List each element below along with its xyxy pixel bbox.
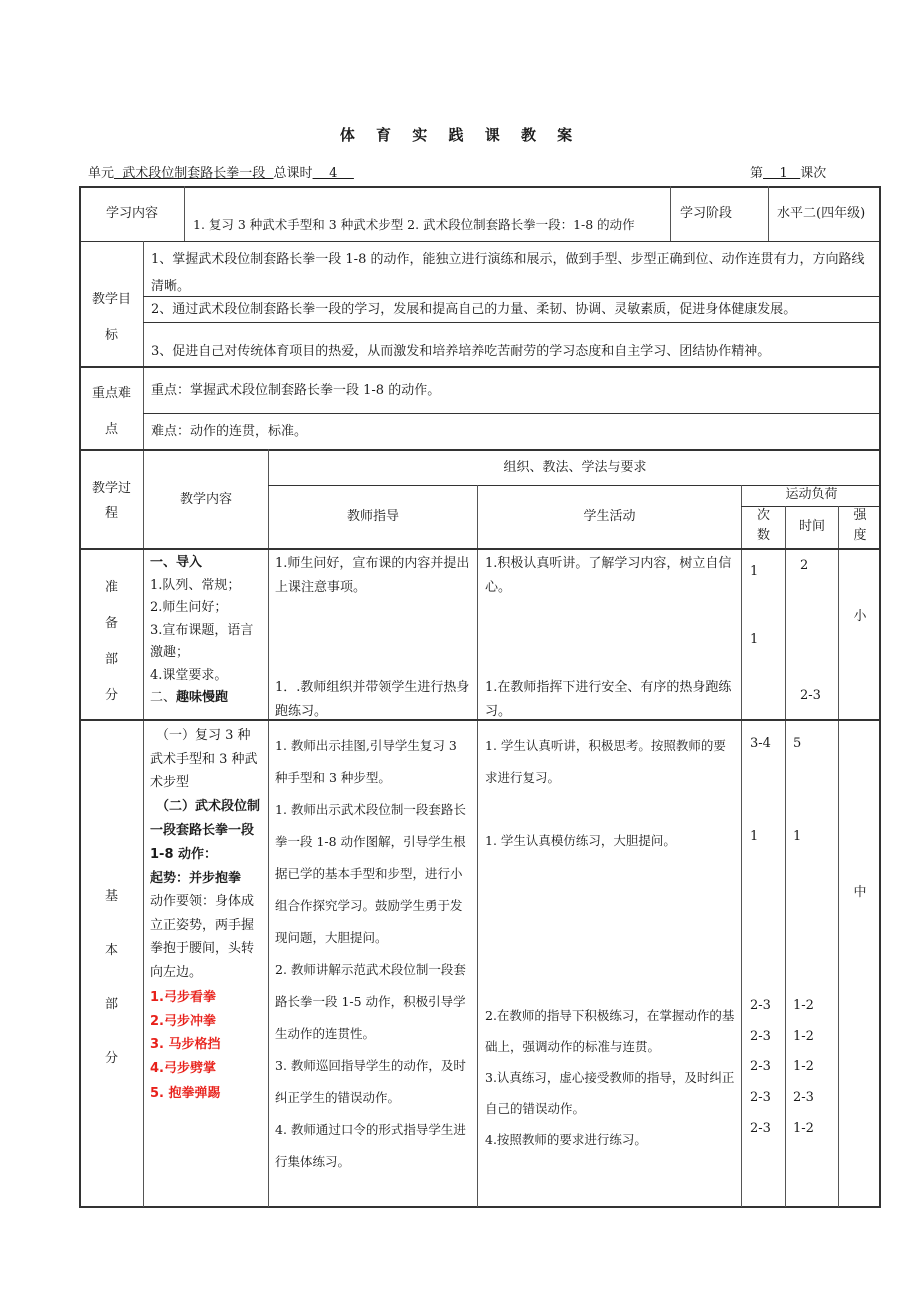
- lesson-number-line: [750, 162, 826, 181]
- prep-heading-jog-title: 趣味慢跑: [176, 690, 229, 705]
- move-item: 4.弓步劈掌: [150, 1060, 216, 1076]
- move-item: 5. 抱拳弹踢: [150, 1086, 221, 1101]
- divider: [477, 485, 478, 1207]
- basic-teacher-item-3: 2. 教师讲解示范武术段位制一段套路长拳一段 1-5 动作，积极引导学生动作的连贯性。: [275, 962, 466, 1041]
- basic-time: 1: [793, 829, 802, 844]
- basic-time: 2-3: [793, 1090, 814, 1105]
- table-border-right: [879, 186, 881, 1207]
- count-header-line1: 次: [756, 508, 770, 523]
- divider: [785, 506, 786, 1207]
- basic-label-char: 基: [104, 889, 118, 904]
- intensity-header-line2: 度: [853, 528, 867, 543]
- prep-label-char: 准: [104, 580, 118, 595]
- goals-label-line2: 标: [104, 328, 118, 343]
- basic-count: 2-3: [750, 1059, 771, 1074]
- goal-item-2: 2、通过武术段位制套路长拳一段的学习，发展和提高自己的力量、柔韧、协调、灵敏素质，促进身体健康发展。: [151, 302, 797, 317]
- process-label: [80, 476, 143, 526]
- divider: [768, 186, 769, 241]
- divider: [741, 485, 742, 1207]
- key-points-label-line1: 重点难: [91, 386, 131, 401]
- prep-label-char: 分: [104, 688, 118, 703]
- basic-count: 2-3: [750, 1029, 771, 1044]
- total-hours-label: 总课时: [273, 166, 313, 181]
- basic-label-char: 本: [104, 943, 118, 958]
- table-border-bottom: [79, 1206, 881, 1208]
- prep-teacher-item-1: 1.师生问好，宣布课的内容并提出上课注意事项。: [275, 556, 470, 595]
- basic-time: 5: [793, 736, 802, 751]
- prep-heading-jog: [150, 687, 265, 710]
- basic-teacher-guidance: [275, 730, 473, 1178]
- move-item: 2.弓步冲拳: [150, 1013, 216, 1029]
- basic-student-item-5: 4.按照教师的要求进行练习。: [485, 1132, 647, 1147]
- table-border-top: [79, 186, 881, 188]
- prep-heading-intro: 一、导入: [150, 555, 203, 570]
- basic-count: 2-3: [750, 1090, 771, 1105]
- basic-label-char: 部: [104, 997, 118, 1012]
- basic-time: 1-2: [793, 1121, 814, 1136]
- prep-line: 4.课堂要求。: [150, 667, 228, 683]
- divider: [184, 186, 185, 241]
- key-points-label-line2: 点: [104, 422, 118, 437]
- prep-line: 激趣；: [150, 645, 190, 660]
- lesson-number: 1: [763, 166, 801, 181]
- key-points-label: [80, 376, 143, 448]
- basic-count: 2-3: [750, 1121, 771, 1136]
- basic-label-char: 分: [104, 1051, 118, 1066]
- divider: [268, 449, 269, 1207]
- prep-line: 3.宣布课题，语言: [150, 622, 254, 638]
- study-stage-value: 水平二(四年级): [777, 206, 866, 221]
- unit-value: 武术段位制套路长拳一段: [114, 166, 274, 181]
- process-label-line1: 教学过: [91, 481, 131, 496]
- divider: [79, 366, 881, 368]
- basic-student-item-2: 1. 学生认真模仿练习，大胆提问。: [485, 833, 676, 848]
- organization-header: 组织、教法、学法与要求: [503, 460, 647, 475]
- divider: [79, 241, 881, 242]
- teacher-guidance-header: 教师指导: [346, 509, 399, 524]
- basic-teacher-item-1: 1. 教师出示挂图,引导学生复习 3 种手型和 3 种步型。: [275, 738, 457, 785]
- prep-count: 1: [750, 564, 759, 579]
- basic-teacher-item-5: 4. 教师通过口令的形式指导学生进行集体练习。: [275, 1122, 466, 1169]
- basic-start-heading: 起势：并步抱拳: [150, 870, 242, 886]
- goals-label: [80, 282, 143, 354]
- basic-start-description: 动作要领：身体成立正姿势，两手握拳抱于腰间，头转向左边。: [150, 894, 255, 980]
- basic-time: 1-2: [793, 1059, 814, 1074]
- teaching-content-header: 教学内容: [179, 492, 232, 507]
- process-label-line2: 程: [104, 506, 118, 521]
- basic-teacher-item-2: 1. 教师出示武术段位制一段套路长拳一段 1-8 动作图解，引导学生根据已学的基本手型和步型，进行小组合作探究学习。鼓励学生勇于发现问题，大胆提问。: [275, 802, 466, 945]
- divider: [143, 322, 881, 323]
- basic-count: 3-4: [750, 736, 771, 751]
- basic-count: 1: [750, 829, 759, 844]
- difficulty-point: 难点：动作的连贯，标准。: [151, 424, 308, 439]
- basic-student-item-1: 1. 学生认真听讲，积极思考。按照教师的要求进行复习。: [485, 738, 726, 785]
- basic-count: 2-3: [750, 998, 771, 1013]
- basic-student-item-4: 3.认真练习，虚心接受教师的指导，及时纠正自己的错误动作。: [485, 1070, 735, 1116]
- divider: [143, 413, 881, 414]
- unit-label: 单元: [88, 166, 115, 181]
- divider: [79, 548, 881, 550]
- basic-student-items-rest: [485, 1000, 737, 1155]
- prep-content: [150, 552, 265, 710]
- prep-time: 2: [800, 558, 809, 573]
- intensity-header: [839, 506, 881, 546]
- basic-teacher-item-4: 3. 教师巡回指导学生的动作，及时纠正学生的错误动作。: [275, 1058, 466, 1105]
- basic-student-item-3: 2.在教师的指导下积极练习，在掌握动作的基础上，强调动作的标准与连贯。: [485, 1008, 735, 1054]
- prep-teacher-item-2: 1．.教师组织并带领学生进行热身跑练习。: [275, 680, 470, 719]
- divider: [79, 449, 881, 451]
- study-stage-label: 学习阶段: [680, 206, 733, 221]
- page-title: 体 育 实 践 课 教 案: [339, 126, 581, 144]
- prep-label-char: 部: [104, 652, 118, 667]
- student-activity-header: 学生活动: [583, 509, 636, 524]
- basic-time: 1-2: [793, 998, 814, 1013]
- prep-section-label: [80, 570, 143, 714]
- total-hours-value: 4: [312, 166, 354, 181]
- lesson-suffix: 课次: [800, 166, 827, 181]
- count-header-line2: 数: [756, 528, 770, 543]
- divider: [143, 241, 144, 1207]
- prep-line: 1.队列、常规；: [150, 577, 241, 593]
- move-item: 1.弓步看拳: [150, 990, 216, 1005]
- prep-intensity: 小: [853, 609, 867, 624]
- prep-student-item-1: 1.积极认真听讲。了解学习内容，树立自信心。: [485, 556, 732, 595]
- basic-content: [150, 724, 262, 1106]
- divider: [79, 719, 881, 721]
- goal-item-1: 1、掌握武术段位制套路长拳一段 1-8 的动作，能独立进行演练和展示，做到手型、步型正确到位、动作连贯有力，方向路线清晰。: [151, 252, 865, 294]
- study-content-label: 学习内容: [105, 206, 158, 221]
- exercise-load-header: 运动负荷: [785, 487, 838, 502]
- study-content-value: 1. 复习 3 种武术手型和 3 种武术步型 2. 武术段位制套路长拳一段：1-8 的动作: [193, 217, 635, 232]
- basic-part-review: （一）复习 3 种武术手型和 3 种武术步型: [150, 728, 258, 790]
- move-item: 3. 马步格挡: [150, 1037, 221, 1052]
- prep-line: 2.师生问好；: [150, 600, 228, 615]
- lesson-prefix: 第: [750, 166, 764, 181]
- prep-heading-jog-prefix: 二、: [150, 690, 177, 705]
- intensity-header-line1: 强: [853, 508, 867, 523]
- prep-label-char: 备: [104, 616, 118, 631]
- count-header: [742, 506, 785, 546]
- goals-label-line1: 教学目: [91, 292, 131, 307]
- basic-part-routine: （二）武术段位制一段套路长拳一段 1-8 动作：: [150, 798, 261, 862]
- basic-section-label: [80, 870, 143, 1086]
- prep-time: 2-3: [800, 688, 821, 703]
- basic-intensity: 中: [853, 885, 867, 900]
- basic-time: 1-2: [793, 1029, 814, 1044]
- prep-count: 1: [750, 632, 759, 647]
- key-point: 重点：掌握武术段位制套路长拳一段 1-8 的动作。: [151, 383, 441, 398]
- unit-line: [88, 162, 354, 181]
- goal-item-3: 3、促进自己对传统体育项目的热爱，从而激发和培养培养吃苦耐劳的学习态度和自主学习、团结协作精神。: [151, 344, 771, 359]
- prep-student-item-2: 1.在教师指挥下进行安全、有序的热身跑练习。: [485, 680, 732, 719]
- time-header: 时间: [798, 519, 825, 534]
